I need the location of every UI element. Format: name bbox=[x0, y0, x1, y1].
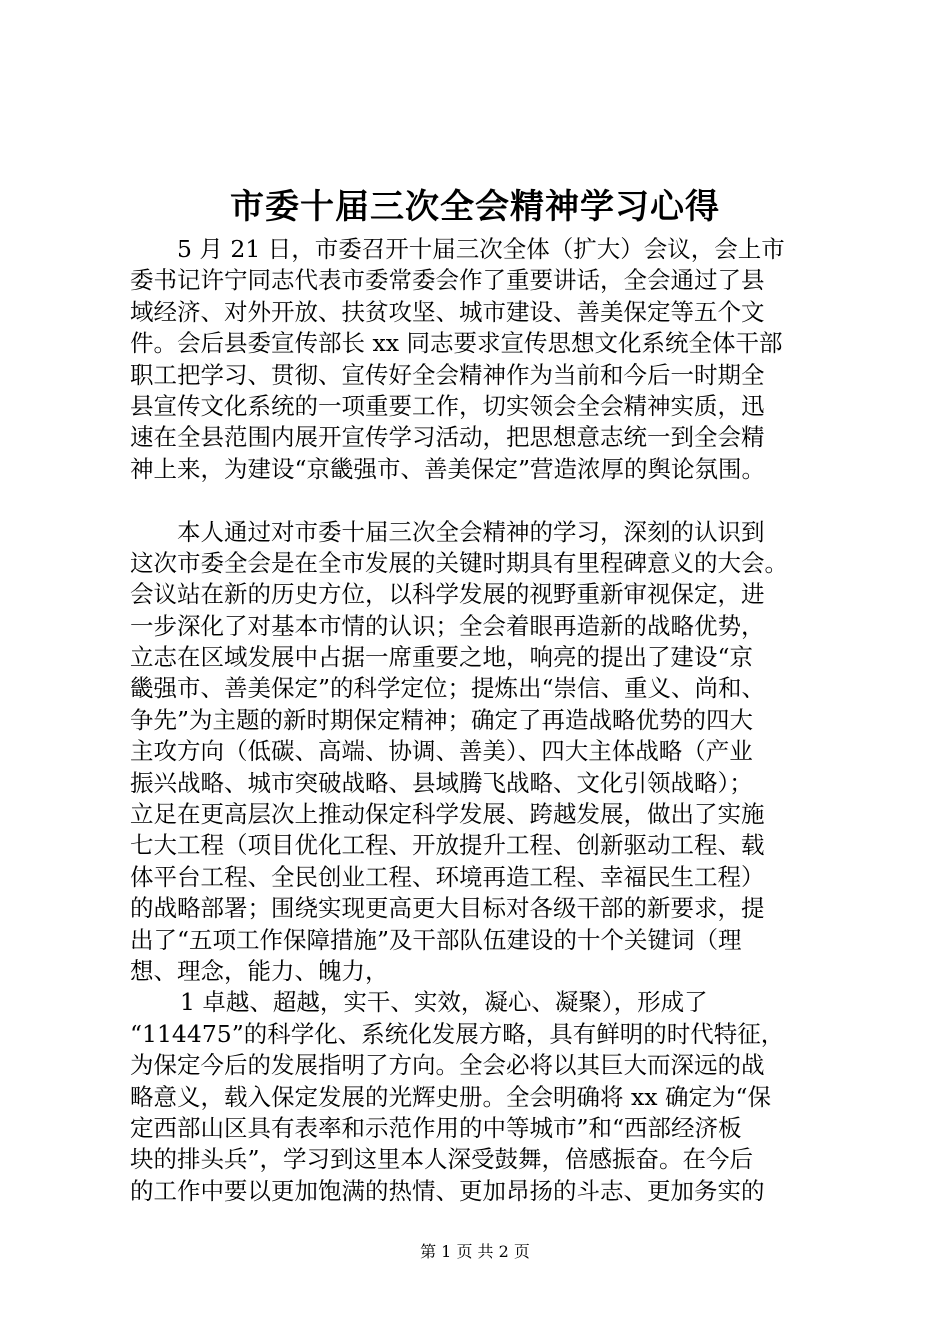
paragraph-line: 七大工程（项目优化工程、开放提升工程、创新驱动工程、载 bbox=[130, 831, 765, 860]
paragraph-line: 1 卓越、超越，实干、实效，凝心、凝聚），形成了 bbox=[180, 988, 708, 1017]
paragraph-line: 这次市委全会是在全市发展的关键时期具有里程碑意义的大会。 bbox=[130, 548, 788, 577]
paragraph-line: 的战略部署；围绕实现更高更大目标对各级干部的新要求，提 bbox=[130, 894, 765, 923]
paragraph-line: 本人通过对市委十届三次全会精神的学习，深刻的认识到 bbox=[177, 517, 765, 546]
paragraph-line: 的工作中要以更加饱满的热情、更加昂扬的斗志、更加务实的 bbox=[130, 1176, 765, 1205]
paragraph-line: 略意义，载入保定发展的光辉史册。全会明确将 xx 确定为“保 bbox=[130, 1082, 771, 1111]
paragraph-line: “114475”的科学化、系统化发展方略，具有鲜明的时代特征， bbox=[130, 1019, 785, 1048]
paragraph-line: 会议站在新的历史方位，以科学发展的视野重新审视保定，进 bbox=[130, 580, 765, 609]
paragraph-line: 为保定今后的发展指明了方向。全会必将以其巨大而深远的战 bbox=[130, 1051, 765, 1080]
paragraph-line: 出了“五项工作保障措施”及干部队伍建设的十个关键词（理 bbox=[130, 925, 742, 954]
paragraph-line: 速在全县范围内展开宣传学习活动，把思想意志统一到全会精 bbox=[130, 423, 765, 452]
page-number-footer: 第 1 页 共 2 页 bbox=[420, 1242, 530, 1261]
paragraph-line: 5 月 21 日，市委召开十届三次全体（扩大）会议，会上市 bbox=[177, 235, 785, 263]
paragraph-line: 主攻方向（低碳、高端、协调、善美）、四大主体战略（产业 bbox=[130, 737, 753, 766]
paragraph-line: 定西部山区具有表率和示范作用的中等城市”和“西部经济板 bbox=[130, 1113, 742, 1142]
paragraph-line: 畿强市、善美保定”的科学定位；提炼出“崇信、重义、尚和、 bbox=[130, 674, 766, 703]
paragraph-line: 域经济、对外开放、扶贫攻坚、城市建设、善美保定等五个文 bbox=[130, 297, 765, 326]
document-title: 市委十届三次全会精神学习心得 bbox=[230, 187, 720, 227]
paragraph-line: 体平台工程、全民创业工程、环境再造工程、幸福民生工程） bbox=[130, 862, 765, 891]
paragraph-line: 件。会后县委宣传部长 xx 同志要求宣传思想文化系统全体干部 bbox=[130, 329, 783, 358]
paragraph-line: 县宣传文化系统的一项重要工作，切实领会全会精神实质，迅 bbox=[130, 391, 765, 420]
paragraph-line: 想、理念，能力、魄力， bbox=[130, 956, 389, 985]
paragraph-line: 一步深化了对基本市情的认识；全会着眼再造新的战略优势， bbox=[130, 611, 765, 640]
paragraph-line: 争先”为主题的新时期保定精神；确定了再造战略优势的四大 bbox=[130, 705, 754, 734]
document-body bbox=[130, 234, 830, 1207]
paragraph-spacer bbox=[130, 485, 830, 516]
paragraph-line: 职工把学习、贯彻、宣传好全会精神作为当前和今后一时期全 bbox=[130, 360, 765, 389]
paragraph-line: 振兴战略、城市突破战略、县域腾飞战略、文化引领战略）； bbox=[130, 768, 753, 797]
paragraph-line: 块的排头兵”，学习到这里本人深受鼓舞，倍感振奋。在今后 bbox=[130, 1145, 754, 1174]
paragraph-line: 委书记许宁同志代表市委常委会作了重要讲话，全会通过了县 bbox=[130, 266, 765, 295]
paragraph-line: 神上来，为建设“京畿强市、善美保定”营造浓厚的舆论氛围。 bbox=[130, 454, 766, 483]
paragraph-line: 立志在区域发展中占据一席重要之地，响亮的提出了建设“京 bbox=[130, 643, 754, 672]
paragraph-line: 立足在更高层次上推动保定科学发展、跨越发展，做出了实施 bbox=[130, 800, 765, 829]
